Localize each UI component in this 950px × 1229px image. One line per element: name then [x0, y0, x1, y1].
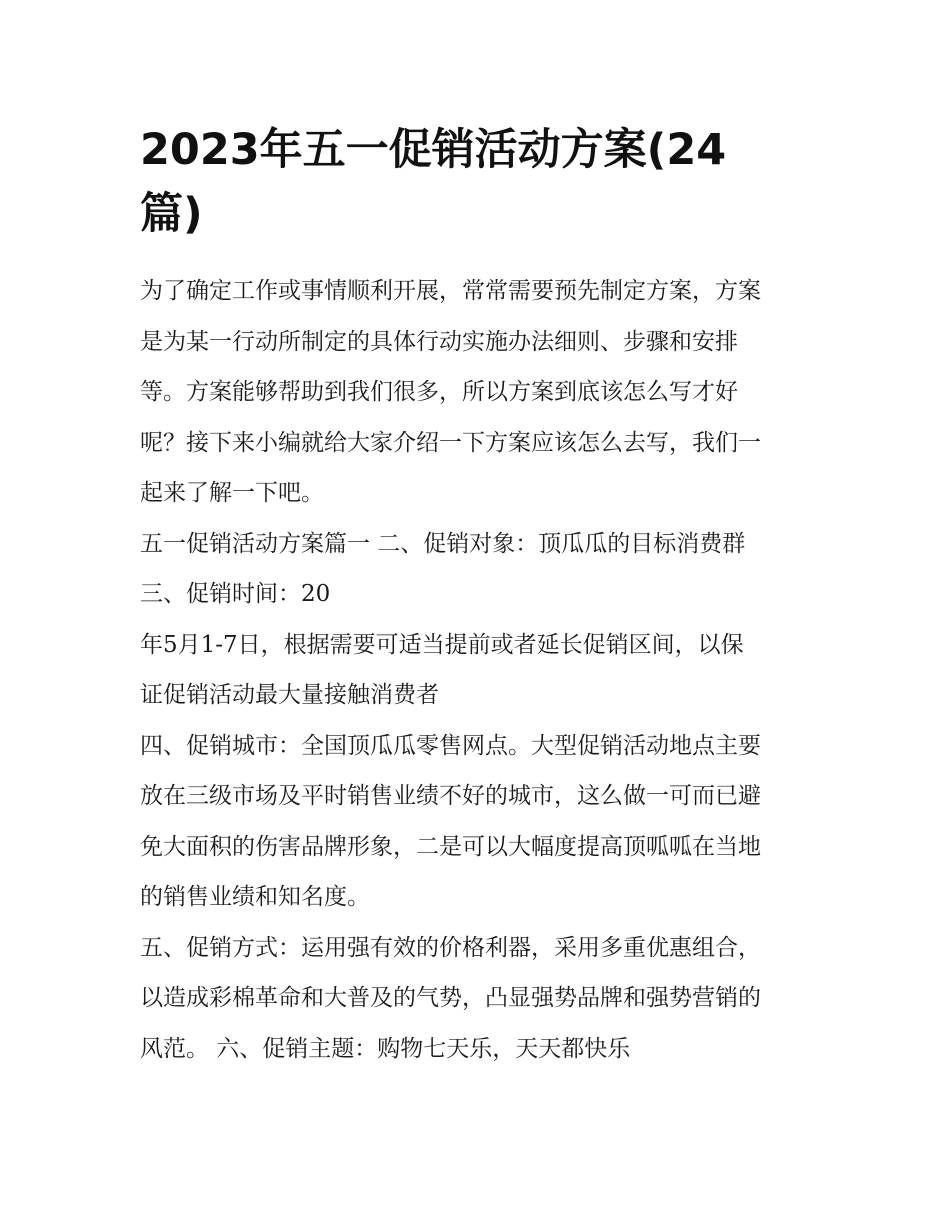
text-line: 四、促销城市：全国顶瓜瓜零售网点。大型促销活动地点主要 — [140, 732, 761, 759]
intro-paragraph — [140, 266, 820, 519]
text-line: 三、促销时间：20 — [140, 581, 331, 607]
section-paragraph-target — [140, 519, 820, 620]
text-line: 风范。 六、促销主题：购物七天乐，天天都快乐 — [140, 1035, 631, 1062]
text-line: 以造成彩棉革命和大普及的气势，凸显强势品牌和强势营销的 — [140, 985, 761, 1011]
text-line: 等。方案能够帮助到我们很多，所以方案到底该怎么写才好 — [140, 379, 738, 405]
text-line: 免大面积的伤害品牌形象，二是可以大幅度提高顶呱呱在当地 — [140, 833, 761, 860]
document-title — [140, 118, 820, 246]
text-line: 为了确定工作或事情顺利开展，常常需要预先制定方案，方案 — [140, 278, 761, 304]
text-line: 五、促销方式：运用强有效的价格利器，采用多重优惠组合， — [140, 934, 761, 961]
document-page — [140, 118, 820, 1074]
text-line: 起来了解一下吧。 — [140, 480, 324, 506]
title-line: 篇) — [140, 189, 203, 239]
text-line: 呢？接下来小编就给大家介绍一下方案应该怎么去写，我们一 — [140, 429, 761, 456]
text-line: 的销售业绩和知名度。 — [140, 884, 370, 910]
title-line: 2023年五一促销活动方案(24 — [140, 125, 727, 175]
text-line: 证促销活动最大量接触消费者 — [140, 682, 439, 708]
text-line: 放在三级市场及平时销售业绩不好的城市，这么做一可而已避 — [140, 783, 761, 809]
section-paragraph-city — [140, 721, 820, 923]
section-paragraph-method — [140, 923, 820, 1075]
text-line: 五一促销活动方案篇一 二、促销对象：顶瓜瓜的目标消费群 — [140, 530, 746, 557]
section-paragraph-time — [140, 620, 820, 721]
text-line: 年5月1-7日，根据需要可适当提前或者延长促销区间，以保 — [140, 631, 744, 658]
text-line: 是为某一行动所制定的具体行动实施办法细则、步骤和安排 — [140, 328, 738, 355]
